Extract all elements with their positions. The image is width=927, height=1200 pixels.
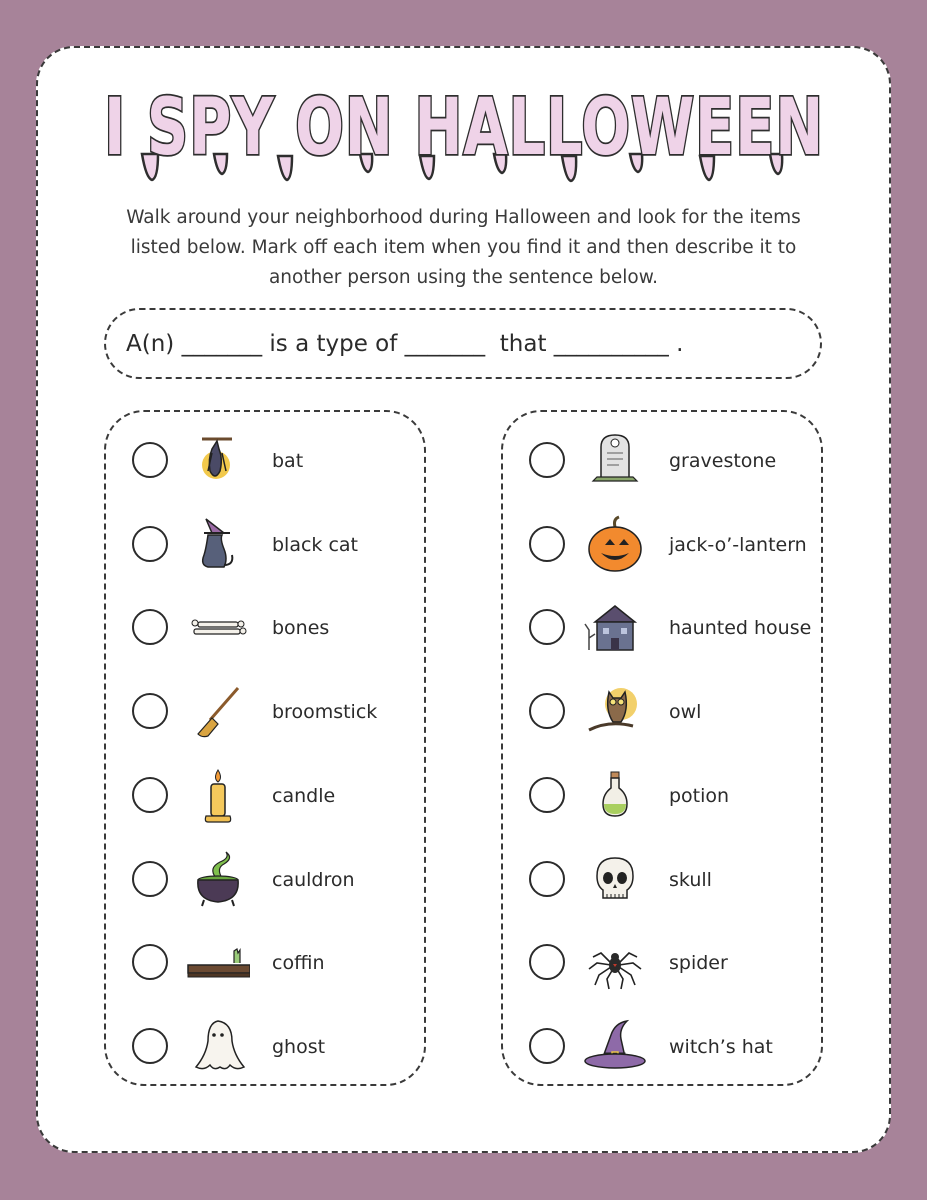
left-checklist bbox=[104, 410, 426, 1086]
checkbox[interactable] bbox=[132, 526, 168, 562]
item-label: bat bbox=[272, 450, 304, 472]
list-item bbox=[106, 598, 424, 658]
item-label: coffin bbox=[272, 952, 325, 974]
list-item bbox=[503, 515, 821, 575]
item-label: candle bbox=[272, 785, 336, 807]
checkbox[interactable] bbox=[529, 861, 565, 897]
checkbox[interactable] bbox=[529, 526, 565, 562]
list-item bbox=[503, 598, 821, 658]
list-item bbox=[106, 766, 424, 826]
owl-icon bbox=[583, 682, 647, 742]
list-item bbox=[106, 933, 424, 993]
bat-icon bbox=[186, 431, 250, 491]
checkbox[interactable] bbox=[529, 1028, 565, 1064]
list-item bbox=[106, 515, 424, 575]
checkbox[interactable] bbox=[132, 1028, 168, 1064]
cauldron-icon bbox=[186, 850, 250, 910]
item-label: black cat bbox=[272, 534, 359, 556]
list-item bbox=[503, 766, 821, 826]
item-label: potion bbox=[669, 785, 730, 807]
checkbox[interactable] bbox=[529, 442, 565, 478]
item-label: ghost bbox=[272, 1036, 326, 1058]
instructions: Walk around your neighborhood during Halloween and look for the items listed below. Mark off each item when you find it and then describe it to another person using the sentence below. bbox=[126, 207, 801, 288]
checkbox[interactable] bbox=[529, 944, 565, 980]
coffin-icon bbox=[186, 933, 250, 993]
list-item bbox=[503, 850, 821, 910]
list-item bbox=[503, 1017, 821, 1077]
list-item bbox=[106, 431, 424, 491]
skull-icon bbox=[583, 850, 647, 910]
item-label: owl bbox=[669, 701, 702, 723]
item-label: bones bbox=[272, 617, 330, 639]
checkbox[interactable] bbox=[529, 609, 565, 645]
checkbox[interactable] bbox=[132, 944, 168, 980]
item-label: skull bbox=[669, 869, 712, 891]
gravestone-icon bbox=[583, 431, 647, 491]
checkbox[interactable] bbox=[132, 442, 168, 478]
item-label: haunted house bbox=[669, 617, 812, 639]
item-label: gravestone bbox=[669, 450, 777, 472]
item-label: broomstick bbox=[272, 701, 378, 723]
title-text: I SPY ON HALLOWEEN bbox=[104, 83, 824, 173]
right-checklist bbox=[501, 410, 823, 1086]
broomstick-icon bbox=[186, 682, 250, 742]
spider-icon bbox=[583, 933, 647, 993]
checkbox[interactable] bbox=[132, 609, 168, 645]
candle-icon bbox=[186, 766, 250, 826]
list-item bbox=[106, 850, 424, 910]
jack-o-lantern-icon bbox=[583, 515, 647, 575]
list-item bbox=[106, 1017, 424, 1077]
item-label: witch’s hat bbox=[669, 1036, 773, 1058]
list-item bbox=[503, 682, 821, 742]
checkbox[interactable] bbox=[132, 693, 168, 729]
item-label: cauldron bbox=[272, 869, 355, 891]
sentence-frame: A(n) _______ is a type of _______ that __________ . bbox=[104, 308, 822, 379]
list-item bbox=[106, 682, 424, 742]
page-title bbox=[64, 72, 864, 192]
black-cat-icon bbox=[186, 515, 250, 575]
checkbox[interactable] bbox=[529, 693, 565, 729]
list-item bbox=[503, 431, 821, 491]
checkbox[interactable] bbox=[132, 861, 168, 897]
haunted-house-icon bbox=[583, 598, 647, 658]
checkbox[interactable] bbox=[132, 777, 168, 813]
bones-icon bbox=[186, 598, 250, 658]
list-item bbox=[503, 933, 821, 993]
item-label: spider bbox=[669, 952, 728, 974]
witch-hat-icon bbox=[583, 1017, 647, 1077]
potion-icon bbox=[583, 766, 647, 826]
ghost-icon bbox=[186, 1017, 250, 1077]
item-label: jack-o’-lantern bbox=[669, 534, 807, 556]
checkbox[interactable] bbox=[529, 777, 565, 813]
